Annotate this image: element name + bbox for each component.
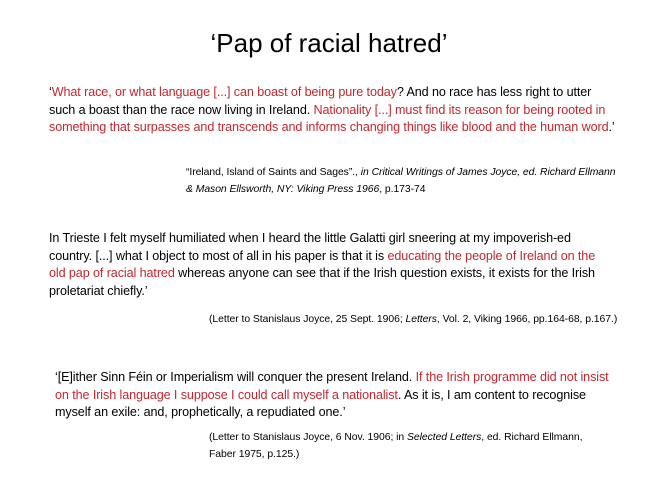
quote-text: In Trieste I felt myself humiliated when I heard the little Galatti girl sneering at my impoverish-ed country. [...] what I object to most of all in his paper is that it is <box>49 231 571 263</box>
citation-source: in Critical Writings of James Joyce, ed. Richard Ellmann & Mason Ellsworth, NY: Viking Press 1966 <box>186 167 616 195</box>
citation-pages: , p.173-74 <box>379 183 426 195</box>
citation-pages: , ed. Richard Ellmann, Faber 1975, p.125.) <box>209 432 583 460</box>
slide-title: ‘Pap of racial hatred’ <box>210 28 448 58</box>
quote-sinn-fein-letter <box>55 369 618 422</box>
quote-open-mark: ‘ <box>49 85 52 99</box>
quote-close: .’ <box>608 120 615 134</box>
citation-letter: (Letter to Stanislaus Joyce, 6 Nov. 1906; in <box>209 432 407 443</box>
quote-ireland-saints-sages <box>49 84 619 137</box>
citation-essay-title: “Ireland, Island of Saints and Sages”., <box>186 167 361 178</box>
citation-letter-1906-nov <box>209 430 604 463</box>
citation-letter: (Letter to Stanislaus Joyce, 25 Sept. 1906; <box>209 314 406 325</box>
citation-letter-1906-sept <box>209 312 619 329</box>
citation-source: Selected Letters <box>406 432 482 443</box>
citation-source: Letters <box>405 314 437 325</box>
quote-trieste-letter <box>49 230 615 300</box>
highlight-pure-race: What race, or what language [...] can boast of being pure today <box>51 85 397 99</box>
citation-critical-writings <box>186 165 616 198</box>
quote-text: ? And no race has less right to utter such a boast than the race now living in Ireland. <box>49 85 592 117</box>
quote-text: . As it is, I am content to recognise myself an exile: and, prophetically, a repudiated one.’ <box>55 387 586 419</box>
quote-text: whereas anyone can see that if the Irish question exists, it exists for the Irish proletariat chiefly.’ <box>49 266 595 298</box>
highlight-nationality: Nationality [...] must find its reason for being rooted in something that surpasses and transcends and informs changing things like blood and the human word <box>49 102 609 134</box>
quote-text: ‘[E]ither Sinn Féin or Imperialism will conquer the present Ireland. <box>55 370 416 384</box>
citation-pages: , Vol. 2, Viking 1966, pp.164-68, p.167.) <box>436 314 618 325</box>
highlight-pap-racial-hatred: educating the people of Ireland on the old pap of racial hatred <box>49 248 596 280</box>
highlight-irish-programme: If the Irish programme did not insist on the Irish language I suppose I could call myself a nationalist <box>55 370 609 402</box>
